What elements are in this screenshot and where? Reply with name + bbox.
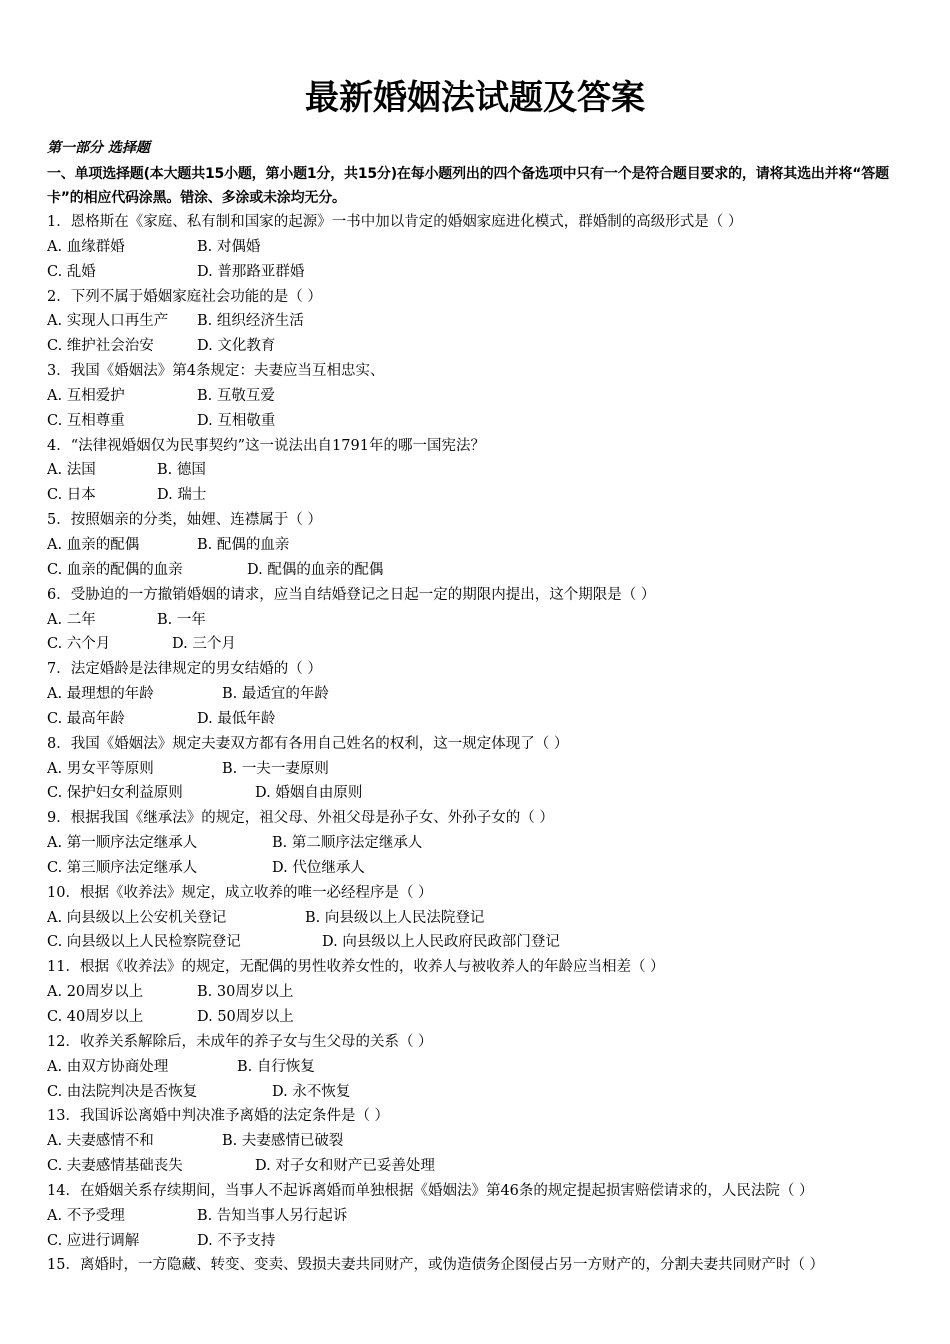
option-row	[47, 757, 917, 782]
option-d: D. 对子女和财产已妥善处理	[255, 1158, 435, 1175]
question-text: 15．离婚时，一方隐藏、转变、变卖、毁损夫妻共同财产，或伪造债务企图侵占另一方财产的，分割夫妻共同财产时（ ）	[47, 1257, 825, 1274]
option-row	[47, 384, 917, 409]
option-row	[47, 558, 917, 583]
option-a: A. 血缘群婚	[47, 238, 125, 255]
option-row	[47, 608, 917, 633]
option-a: A. 最理想的年龄	[47, 686, 154, 703]
option-row	[47, 707, 917, 732]
option-b: B. 夫妻感情已破裂	[222, 1133, 344, 1150]
option-row	[47, 334, 917, 359]
option-b: B. 对偶婚	[197, 238, 261, 255]
option-row	[47, 682, 917, 707]
option-a: A. 20周岁以上	[47, 984, 144, 1001]
option-b: B. 互敬互爱	[197, 387, 275, 404]
question-text: 4．“法律视婚姻仅为民事契约”这一说法出自1791年的哪一国宪法？	[47, 437, 485, 454]
option-d: D. 代位继承人	[272, 859, 365, 876]
option-d: D. 互相敬重	[197, 412, 276, 429]
option-c: C. 维护社会治安	[47, 338, 154, 355]
option-c: C. 日本	[47, 487, 96, 504]
option-b: B. 组织经济生活	[197, 313, 304, 330]
question-text: 9．根据我国《继承法》的规定，祖父母、外祖父母是孙子女、外孙子女的（ ）	[47, 810, 554, 827]
question-text: 2．下列不属于婚姻家庭社会功能的是（ ）	[47, 288, 322, 305]
question-text: 5．按照姻亲的分类，妯娌、连襟属于（ ）	[47, 512, 322, 529]
option-d: D. 永不恢复	[272, 1083, 351, 1100]
option-c: C. 40周岁以上	[47, 1009, 144, 1025]
option-row	[47, 1055, 917, 1080]
option-row	[47, 533, 917, 558]
option-d: D. 50周岁以上	[197, 1009, 294, 1025]
question-text: 8．我国《婚姻法》规定夫妻双方都有各用自己姓名的权利，这一规定体现了（ ）	[47, 735, 569, 752]
option-a: A. 实现人口再生产	[47, 313, 169, 330]
option-b: B. 自行恢复	[237, 1058, 315, 1075]
question-text: 10．根据《收养法》规定，成立收养的唯一必经程序是（ ）	[47, 884, 433, 901]
option-b: B. 最适宜的年龄	[222, 686, 329, 703]
option-row	[47, 781, 917, 806]
option-b: B. 德国	[157, 462, 206, 479]
option-c: C. 互相尊重	[47, 412, 125, 429]
option-row	[47, 632, 917, 657]
option-a: A. 血亲的配偶	[47, 536, 140, 553]
document-title: 最新婚姻法试题及答案	[305, 78, 645, 118]
question-text: 14．在婚姻关系存续期间，当事人不起诉离婚而单独根据《婚姻法》第46条的规定提起损害赔偿请求的，人民法院（ ）	[47, 1182, 814, 1199]
option-b: B. 第二顺序法定继承人	[272, 835, 423, 852]
question-text: 11．根据《收养法》的规定，无配偶的男性收养女性的，收养人与被收养人的年龄应当相差（ ）	[47, 959, 665, 976]
option-row	[47, 309, 917, 334]
question-text: 1．恩格斯在《家庭、私有制和国家的起源》一书中加以肯定的婚姻家庭进化模式，群婚制的高级形式是（ ）	[47, 214, 743, 230]
option-a: A. 不予受理	[47, 1207, 125, 1224]
option-a: A. 向县级以上公安机关登记	[47, 909, 227, 926]
option-row	[47, 930, 917, 955]
option-row	[47, 906, 917, 931]
section-instruction: 一、单项选择题(本大题共15小题，第小题1分，共15分)在每小题列出的四个备选项中只有一个是符合题目要求的，请将其选出并将“答题卡”的相应代码涂黑。错涂、多涂或未涂均无分。	[47, 166, 889, 206]
option-d: D. 婚姻自由原则	[255, 785, 363, 802]
option-row	[47, 980, 917, 1005]
option-c: C. 六个月	[47, 636, 111, 653]
option-d: D. 瑞士	[157, 487, 207, 504]
option-a: A. 互相爱护	[47, 387, 125, 404]
option-a: A. 法国	[47, 462, 96, 479]
option-d: D. 三个月	[172, 636, 236, 653]
option-row	[47, 458, 917, 483]
option-a: A. 第一顺序法定继承人	[47, 835, 198, 852]
option-row	[47, 483, 917, 508]
option-c: C. 第三顺序法定继承人	[47, 859, 198, 876]
option-d: D. 不予支持	[197, 1232, 276, 1249]
option-row	[47, 235, 917, 260]
option-d: D. 配偶的血亲的配偶	[247, 561, 384, 578]
option-b: B. 一年	[157, 611, 206, 628]
option-d: D. 向县级以上人民政府民政部门登记	[322, 934, 560, 951]
question-text: 3．我国《婚姻法》第4条规定：夫妻应当互相忠实、	[47, 363, 385, 380]
option-row	[47, 1204, 917, 1229]
option-c: C. 向县级以上人民检察院登记	[47, 934, 241, 951]
option-d: D. 文化教育	[197, 338, 276, 355]
question-text: 12．收养关系解除后，未成年的养子女与生父母的关系（ ）	[47, 1033, 433, 1050]
option-c: C. 应进行调解	[47, 1232, 140, 1249]
question-text: 13．我国诉讼离婚中判决准予离婚的法定条件是（ ）	[47, 1108, 390, 1125]
option-b: B. 一夫一妻原则	[222, 760, 329, 777]
option-row	[47, 1229, 917, 1254]
option-d: D. 最低年龄	[197, 710, 276, 727]
question-list	[47, 210, 917, 1278]
option-c: C. 最高年龄	[47, 710, 125, 727]
option-row	[47, 831, 917, 856]
option-row	[47, 260, 917, 285]
option-a: A. 由双方协商处理	[47, 1058, 169, 1075]
option-d: D. 普那路亚群婚	[197, 263, 305, 280]
option-a: A. 男女平等原则	[47, 760, 154, 777]
option-b: B. 配偶的血亲	[197, 536, 290, 553]
option-row	[47, 1005, 917, 1030]
option-row	[47, 409, 917, 434]
option-c: C. 血亲的配偶的血亲	[47, 561, 183, 578]
option-c: C. 由法院判决是否恢复	[47, 1083, 198, 1100]
option-row	[47, 1154, 917, 1179]
option-b: B. 告知当事人另行起诉	[197, 1207, 348, 1224]
question-text: 7．法定婚龄是法律规定的男女结婚的（ ）	[47, 661, 322, 678]
question-text: 6．受胁迫的一方撤销婚姻的请求，应当自结婚登记之日起一定的期限内提出，这个期限是（ ）	[47, 586, 656, 603]
option-b: B. 向县级以上人民法院登记	[305, 909, 485, 926]
part-title: 第一部分 选择题	[47, 140, 150, 156]
option-b: B. 30周岁以上	[197, 984, 294, 1001]
option-c: C. 乱婚	[47, 263, 96, 280]
option-c: C. 保护妇女利益原则	[47, 785, 183, 802]
option-a: A. 夫妻感情不和	[47, 1133, 154, 1150]
option-row	[47, 1129, 917, 1154]
option-row	[47, 856, 917, 881]
option-a: A. 二年	[47, 611, 96, 628]
option-c: C. 夫妻感情基础丧失	[47, 1158, 183, 1175]
option-row	[47, 1080, 917, 1105]
